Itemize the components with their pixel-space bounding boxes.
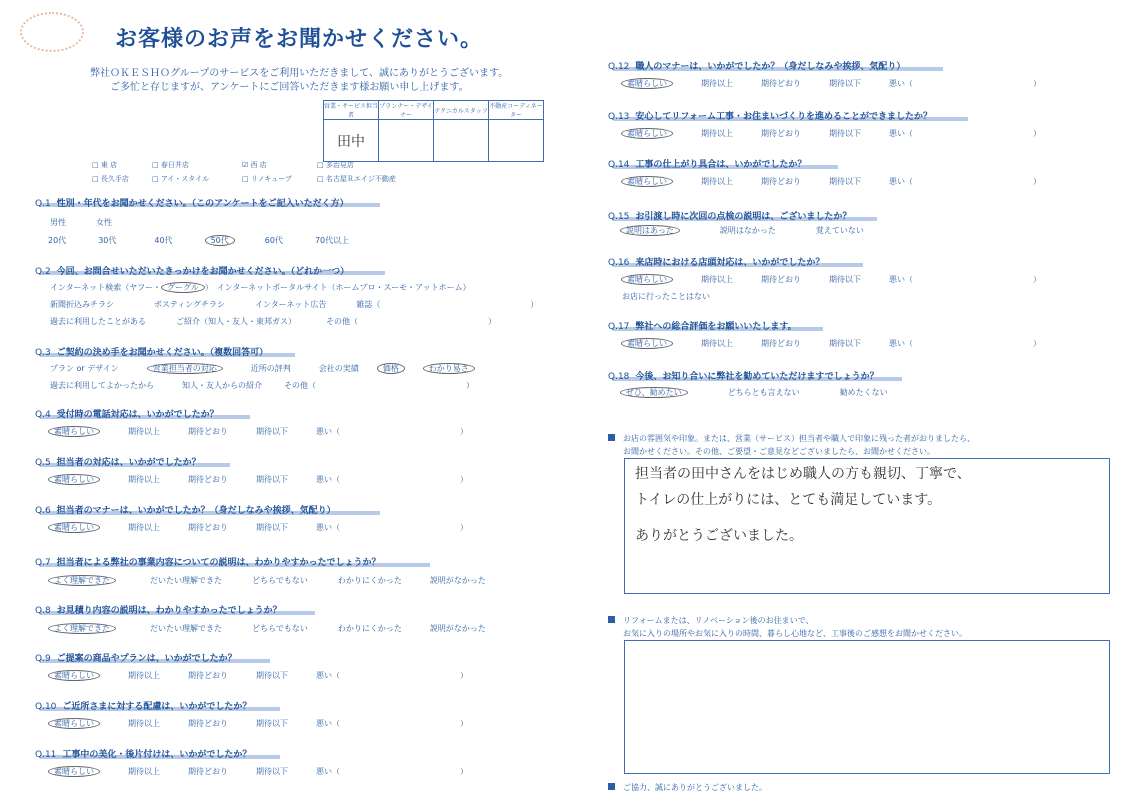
question-q18: Q.18 今後、お知り合いに弊社を勧めていただけますでしょうか？ bbox=[608, 372, 879, 382]
q15-options: 説明はあった 説明はなかった 覚えていない bbox=[620, 225, 864, 236]
question-q14: Q.14 工事の仕上がり具合は、いかがでしたか？ bbox=[608, 160, 807, 170]
question-q10: Q.10 ご近所さまに対する配慮は、いかがでしたか？ bbox=[35, 702, 252, 712]
q14-options: 素晴らしい 期待以上 期待どおり 期待以下 悪い（ ） bbox=[621, 176, 1041, 187]
q13-options: 素晴らしい 期待以上 期待どおり 期待以下 悪い（ ） bbox=[621, 128, 1041, 139]
intro-line-2: ご多忙と存じますが、アンケートにご回答いただきます様お願い申し上げます。 bbox=[110, 82, 469, 93]
circled-answer[interactable]: 50代 bbox=[205, 235, 235, 246]
circled-answer[interactable]: 素晴らしい bbox=[48, 474, 100, 485]
q1-options-age: 20代 30代 40代 50代 60代 70代以上 bbox=[48, 236, 350, 245]
q5-options: 素晴らしい 期待以上 期待どおり 期待以下 悪い（ ） bbox=[48, 474, 468, 485]
q17-options: 素晴らしい 期待以上 期待どおり 期待以下 悪い（ ） bbox=[621, 338, 1041, 349]
store-option[interactable]: □ 長久手店 bbox=[92, 175, 129, 183]
q2-line-3: 過去に利用したことがある ご紹介（知人・友人・東邦ガス） その他（ ） bbox=[50, 317, 496, 326]
circled-answer[interactable]: 価格 bbox=[377, 363, 405, 374]
circled-answer[interactable]: 説明はあった bbox=[620, 225, 680, 236]
circled-answer[interactable]: グーグル bbox=[161, 282, 205, 293]
q3-line-2: 過去に利用してよかったから 知人・友人からの紹介 その他（ ） bbox=[50, 381, 474, 390]
circled-answer[interactable]: 素晴らしい bbox=[621, 176, 673, 187]
handwritten-line: ありがとうございました。 bbox=[635, 528, 803, 544]
intro-line-1: 弊社ＯＫＥＳＨＯグループのサービスをご利用いただきまして、誠にありがとうございます。 bbox=[90, 68, 509, 79]
question-q4: Q.4 受付時の電話対応は、いかがでしたか？ bbox=[35, 410, 219, 420]
circled-answer[interactable]: 素晴らしい bbox=[621, 274, 673, 285]
staff-header: プランナー・デザイナー bbox=[379, 101, 434, 120]
q2-line-2: 新聞折込みチラシ ポスティングチラシ インターネット広告 雑誌（ ） bbox=[50, 300, 539, 309]
question-q7: Q.7 担当者による弊社の事業内容についての説明は、わかりやすかったでしょうか？ bbox=[35, 558, 381, 568]
question-q17: Q.17 弊社への総合評価をお願いいたします。 bbox=[608, 322, 797, 332]
circled-answer[interactable]: 素晴らしい bbox=[48, 426, 100, 437]
impression-question-2: お聞かせください。その他、ご要望・ご意見などございましたら、お聞かせください。 bbox=[623, 447, 935, 456]
q8-options: よく理解できた だいたい理解できた どちらでもない わかりにくかった 説明がなかった bbox=[48, 623, 486, 634]
footer-thanks: ご協力、誠にありがとうございました。 bbox=[608, 782, 767, 793]
handwritten-line: トイレの仕上がりには、とても満足しています。 bbox=[635, 492, 942, 508]
store-checklist bbox=[92, 158, 396, 186]
q10-options: 素晴らしい 期待以上 期待どおり 期待以下 悪い（ ） bbox=[48, 718, 468, 729]
store-option[interactable]: □ 東 店 bbox=[92, 161, 118, 169]
circled-answer[interactable]: よく理解できた bbox=[48, 623, 116, 634]
question-q5: Q.5 担当者の対応は、いかがでしたか？ bbox=[35, 458, 201, 468]
impression-question: お店の雰囲気や印象。または、営業（サービス）担当者や職人で印象に残った者がおりましたら、 bbox=[608, 433, 975, 444]
store-option[interactable]: □ 多治見店 bbox=[317, 161, 354, 169]
q9-options: 素晴らしい 期待以上 期待どおり 期待以下 悪い（ ） bbox=[48, 670, 468, 681]
store-option[interactable]: □ 名古屋Ｒエイジ不動産 bbox=[317, 175, 396, 183]
q16-options: 素晴らしい 期待以上 期待どおり 期待以下 悪い（ ） bbox=[621, 274, 1041, 285]
handwritten-line: 担当者の田中さんをはじめ職人の方も親切、丁寧で、 bbox=[635, 466, 971, 482]
question-q9: Q.9 ご提案の商品やプランは、いかがでしたか？ bbox=[35, 654, 237, 664]
question-q1: Q.1 性別・年代をお聞かせください。（このアンケートをご記入いただく方） bbox=[35, 199, 349, 209]
circled-answer[interactable]: 素晴らしい bbox=[621, 78, 673, 89]
staff-header: テクニカルスタッフ bbox=[434, 101, 489, 120]
circled-answer[interactable]: わかり易さ bbox=[423, 363, 475, 374]
q2-line-1: インターネット検索（ヤフー・ グーグル ） インターネットポータルサイト（ホームプロ・スーモ・アットホーム） bbox=[50, 283, 471, 292]
q7-options: よく理解できた だいたい理解できた どちらでもない わかりにくかった 説明がなかった bbox=[48, 575, 486, 586]
page-title: お客様のお声をお聞かせください。 bbox=[115, 27, 484, 52]
question-q3: Q.3 ご契約の決め手をお聞かせください。（複数回答可） bbox=[35, 348, 269, 358]
reform-question-2: お気に入りの場所やお気に入りの時間、暮らし心地など、工事後のご感想をお聞かせください。 bbox=[623, 629, 967, 638]
stamp-mark bbox=[20, 12, 84, 52]
staff-name[interactable]: 田中 bbox=[324, 120, 379, 162]
q11-options: 素晴らしい 期待以上 期待どおり 期待以下 悪い（ ） bbox=[48, 766, 468, 777]
circled-answer[interactable]: 素晴らしい bbox=[48, 522, 100, 533]
question-q12: Q.12 職人のマナーは、いかがでしたか？（身だしなみや挨拶、気配り） bbox=[608, 62, 906, 72]
reform-answer-box[interactable] bbox=[624, 640, 1110, 774]
question-q15: Q.15 お引渡し時に次回の点検の説明は、ございましたか？ bbox=[608, 212, 852, 222]
q16-extra-option[interactable]: お店に行ったことはない bbox=[622, 292, 710, 301]
circled-answer[interactable]: 営業担当者の対応 bbox=[147, 363, 223, 374]
q18-options: ぜひ、勧めたい どちらとも言えない 勧めたくない bbox=[620, 387, 888, 398]
question-q11: Q.11 工事中の美化・後片付けは、いかがでしたか？ bbox=[35, 750, 252, 760]
q6-options: 素晴らしい 期待以上 期待どおり 期待以下 悪い（ ） bbox=[48, 522, 468, 533]
q4-options: 素晴らしい 期待以上 期待どおり 期待以下 悪い（ ） bbox=[48, 426, 468, 437]
question-q2: Q.2 今回、お問合せいただいたきっかけをお聞かせください。（どれか一つ） bbox=[35, 267, 350, 277]
circled-answer[interactable]: 素晴らしい bbox=[621, 338, 673, 349]
staff-table bbox=[323, 100, 544, 162]
store-option[interactable]: ☑ 西 店 bbox=[242, 161, 267, 169]
staff-header: 営業・サービス担当者 bbox=[324, 101, 379, 120]
q12-options: 素晴らしい 期待以上 期待どおり 期待以下 悪い（ ） bbox=[621, 78, 1041, 89]
circled-answer[interactable]: 素晴らしい bbox=[48, 670, 100, 681]
question-q6: Q.6 担当者のマナーは、いかがでしたか？（身だしなみや挨拶、気配り） bbox=[35, 506, 336, 516]
store-option[interactable]: □ リノキューブ bbox=[242, 175, 292, 183]
q1-options-gender: 男性 女性 bbox=[50, 218, 112, 227]
circled-answer[interactable]: ぜひ、勧めたい bbox=[620, 387, 688, 398]
staff-header: 不動産コーディネーター bbox=[489, 101, 544, 120]
question-q13: Q.13 安心してリフォーム工事・お住まいづくりを進めることができましたか？ bbox=[608, 112, 932, 122]
impression-answer-box[interactable] bbox=[624, 458, 1110, 594]
q3-line-1: プラン or デザイン 営業担当者の対応 近所の評判 会社の実績 価格 わかり易さ bbox=[50, 363, 475, 374]
circled-answer[interactable]: 素晴らしい bbox=[621, 128, 673, 139]
store-option[interactable]: □ 春日井店 bbox=[152, 161, 189, 169]
question-q8: Q.8 お見積り内容の説明は、わかりやすかったでしょうか？ bbox=[35, 606, 282, 616]
circled-answer[interactable]: よく理解できた bbox=[48, 575, 116, 586]
circled-answer[interactable]: 素晴らしい bbox=[48, 766, 100, 777]
question-q16: Q.16 来店時における店頭対応は、いかがでしたか？ bbox=[608, 258, 825, 268]
circled-answer[interactable]: 素晴らしい bbox=[48, 718, 100, 729]
store-option[interactable]: □ アイ・スタイル bbox=[152, 175, 210, 183]
reform-question: リフォームまたは、リノベーション後のお住まいで、 bbox=[608, 615, 813, 626]
